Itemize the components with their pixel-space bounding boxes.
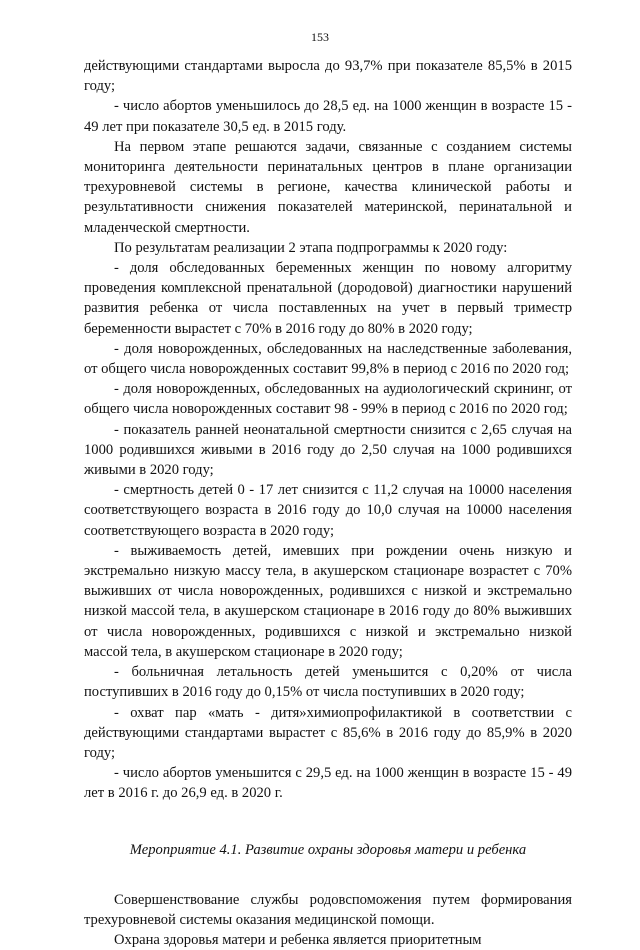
paragraph: Совершенствование службы родовспоможения путем формирования трехуровневой системы оказания медицинской помощи. bbox=[84, 891, 572, 928]
list-item: - доля новорожденных, обследованных на аудиологический скрининг, от общего числа новорожденных составит 98 - 99% в период с 2016 по 2020 год; bbox=[84, 381, 572, 418]
paragraph: - число абортов уменьшилось до 28,5 ед. на 1000 женщин в возрасте 15 - 49 лет при показателе 30,5 ед. в 2015 году. bbox=[84, 98, 572, 135]
list-item: - выживаемость детей, имевших при рождении очень низкую и экстремально низкую массу тела, в акушерском стационаре возрастет с 70% выживших от числа новорожденных, родившихся с низкой и экстремально низкой массой тела, в акушерском стационаре в 2016 году до 80% выживших от числа новорожденных, родившихся с низкой и экстремально низкой массой тела, в акушерском стационаре в 2020 году; bbox=[84, 542, 572, 660]
list-item: - охват пар «мать - дитя»химиопрофилактикой в соответствии с действующими стандартами вырастет с 85,6% в 2016 году до 85,9% в 2020 году; bbox=[84, 704, 572, 761]
document-body bbox=[84, 56, 572, 950]
list-item: - число абортов уменьшится с 29,5 ед. на 1000 женщин в возрасте 15 - 49 лет в 2016 г. до 26,9 ед. в 2020 г. bbox=[84, 765, 572, 802]
paragraph: По результатам реализации 2 этапа подпрограммы к 2020 году: bbox=[114, 239, 508, 256]
list-item: - доля обследованных беременных женщин по новому алгоритму проведения комплексной пренатальной (дородовой) диагностики нарушений развития ребенка от числа поставленных на учет в первый триместр беременности вырастет с 70% в 2016 году до 80% в 2020 году; bbox=[84, 260, 572, 337]
paragraph: действующими стандартами выросла до 93,7% при показателе 85,5% в 2015 году; bbox=[84, 58, 572, 95]
list-item: - показатель ранней неонатальной смертности снизится с 2,65 случая на 1000 родившихся живыми в 2016 году до 2,50 случая на 1000 родившихся живыми в 2020 году; bbox=[84, 421, 572, 479]
list-item: - смертность детей 0 - 17 лет снизится с 11,2 случая на 10000 населения соответствующего возраста в 2016 году до 10,0 случая на 10000 населения соответствующего возраста в 2020 году; bbox=[84, 482, 572, 539]
paragraph: Охрана здоровья матери и ребенка является приоритетным bbox=[114, 932, 482, 949]
paragraph: На первом этапе решаются задачи, связанные с созданием системы мониторинга деятельности перинатальных центров в плане организации трехуровневой системы в регионе, качества клинической работы и результативности снижения показателей материнской, перинатальной и младенческой смертности. bbox=[84, 138, 572, 236]
section-heading: Мероприятие 4.1. Развитие охраны здоровья матери и ребенка bbox=[129, 841, 527, 858]
page-number: 153 bbox=[311, 30, 329, 44]
list-item: - доля новорожденных, обследованных на наследственные заболевания, от общего числа новорожденных составит 99,8% в период с 2016 по 2020 год; bbox=[84, 340, 572, 378]
list-item: - больничная летальность детей уменьшится с 0,20% от числа поступивших в 2016 году до 0,15% от числа поступивших в 2020 году; bbox=[84, 664, 572, 701]
